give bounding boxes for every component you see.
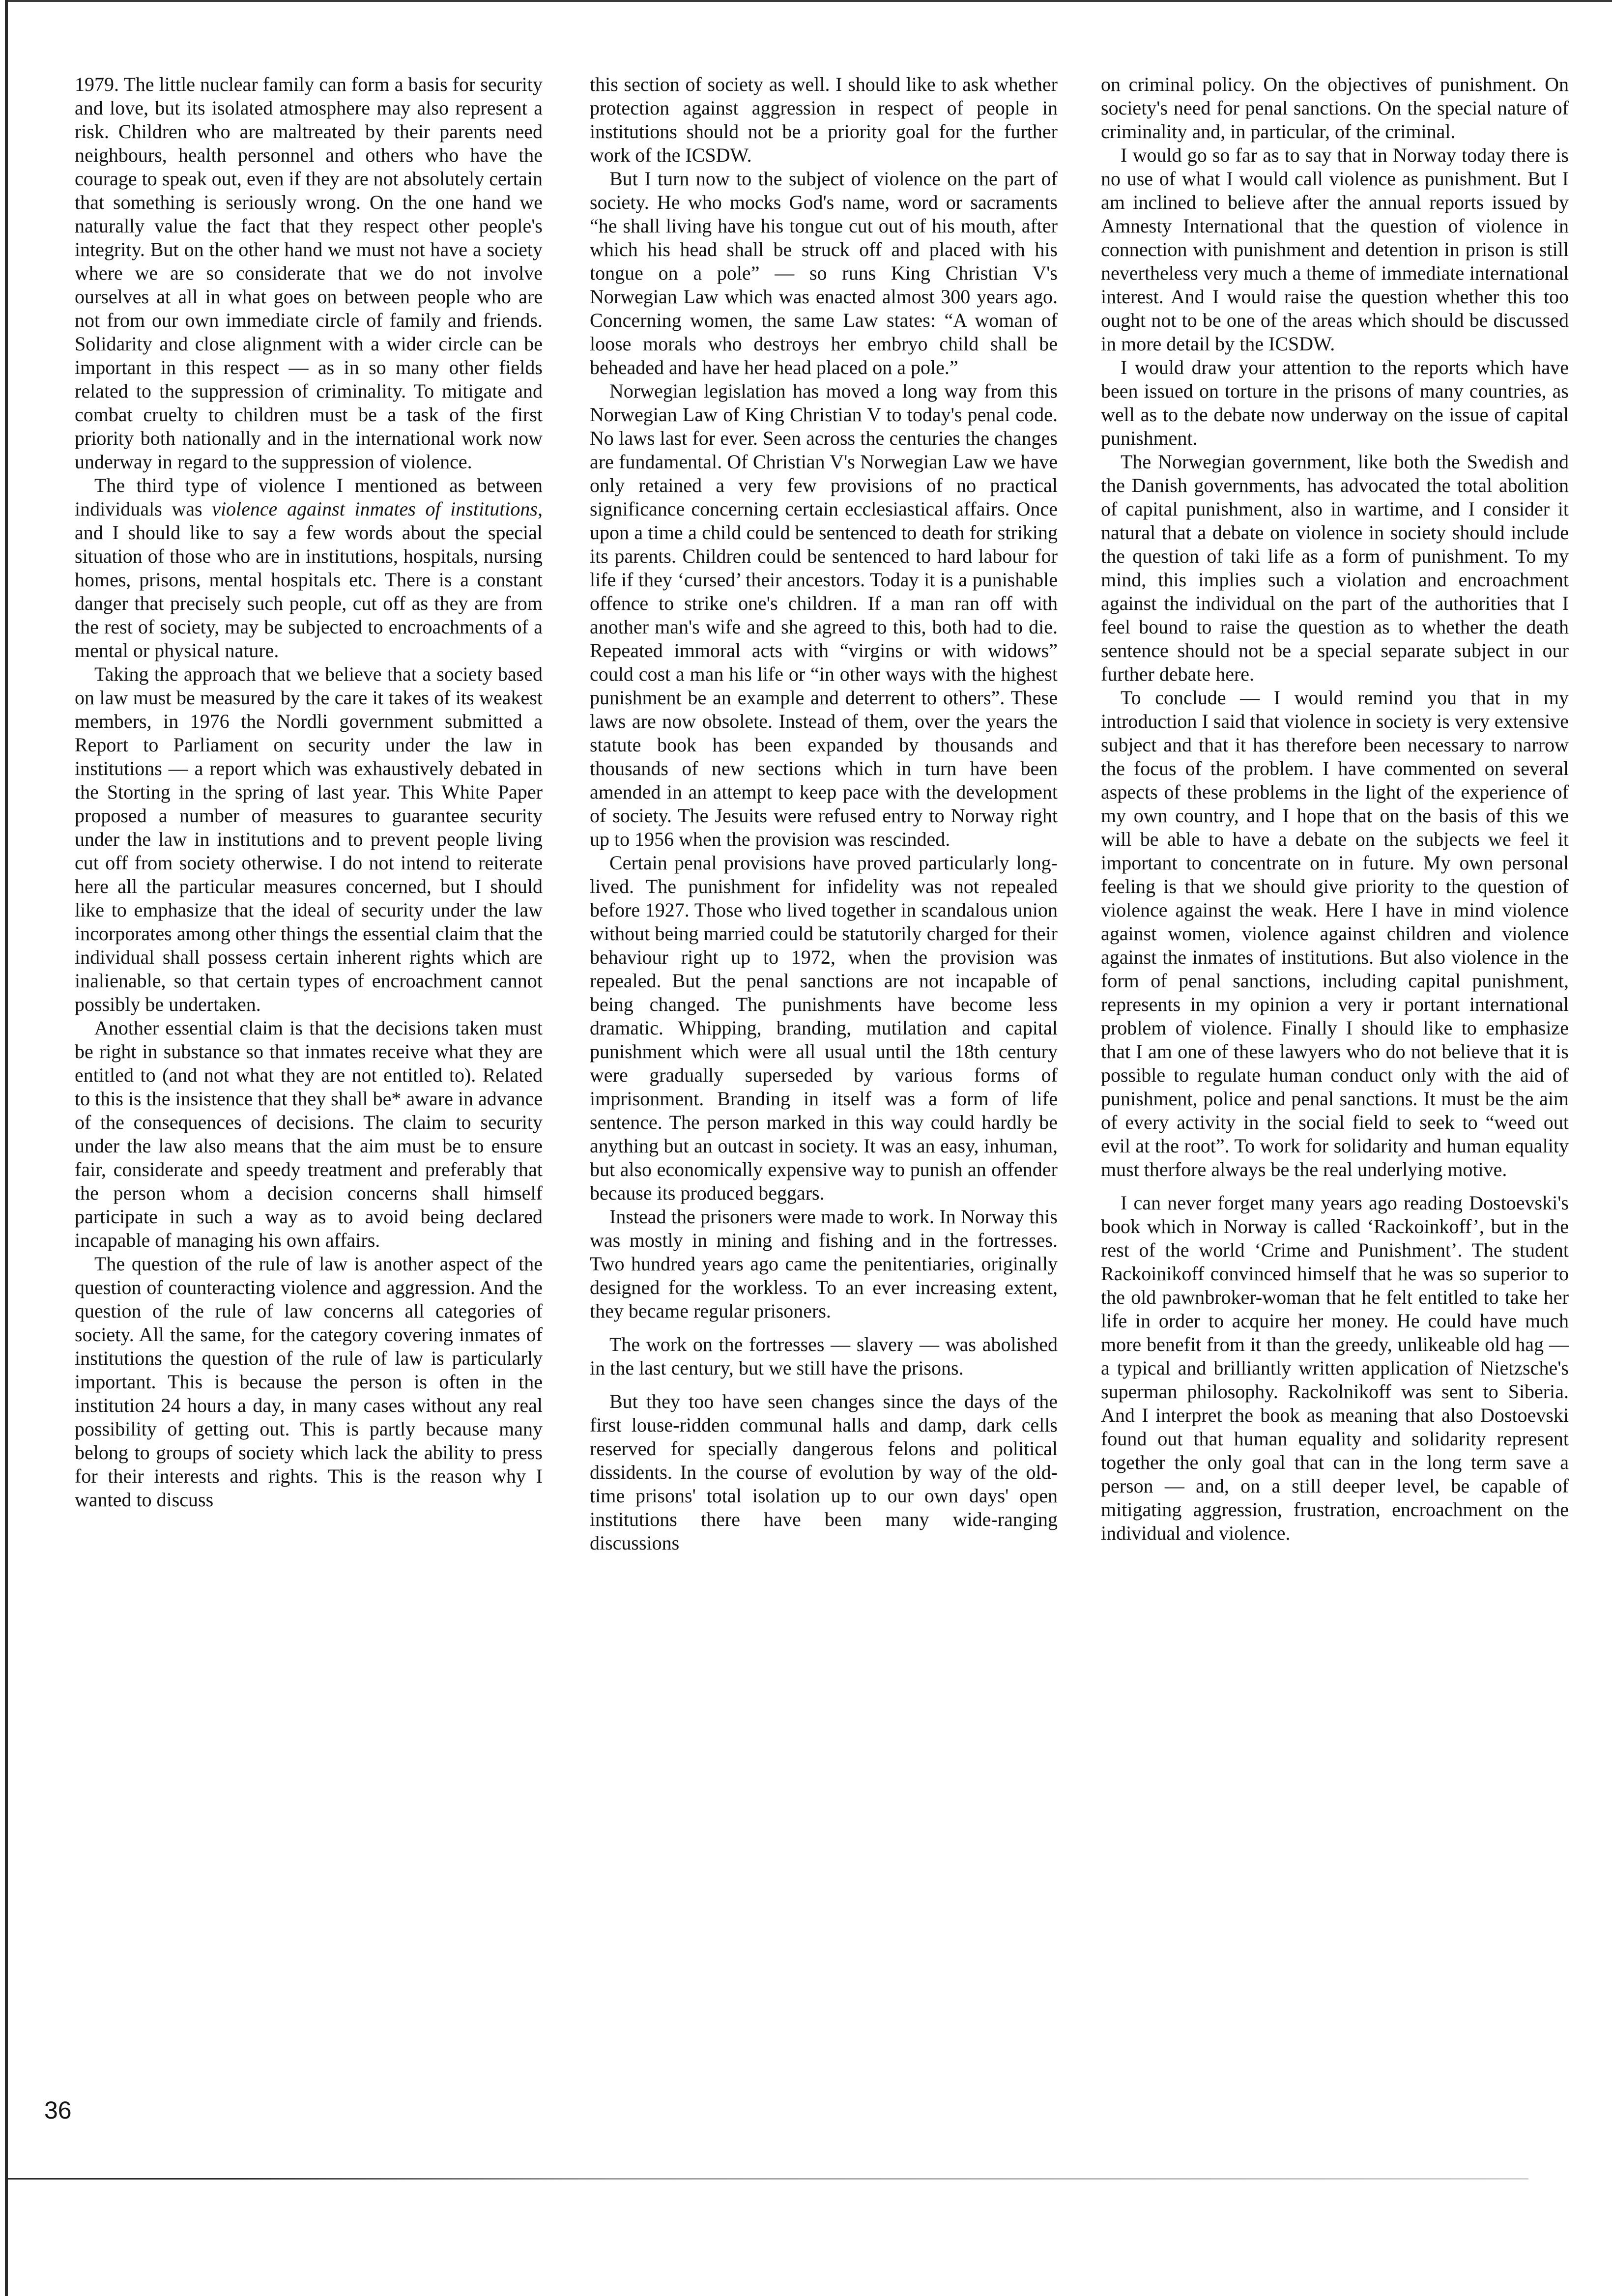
paragraph: Instead the prisoners were made to work. In Norway this was mostly in mining and fishing and in the fortresses. Two hundred years ago came the penitentiaries, originally designed for the workless. To an ever increasing extent, they became regular prisoners. (590, 1205, 1058, 1322)
paragraph-text: , and I should like to say a few words about the special situation of those who are in institutions, hospitals, nursing homes, prisons, mental hospitals etc. There is a constant danger that precisely such people, cut off as they are from the rest of society, may be subjected to encroachments of a mental or physical nature. (75, 498, 543, 661)
footer-rule (5, 2178, 1528, 2180)
paragraph: Norwegian legislation has moved a long way from this Norwegian Law of King Christian V to today's penal code. No laws last for ever. Seen across the centuries the changes are fundamental. Of Christian V's Norwegian Law we have only retained a very few provisions of no practical significance concerning certain ecclesiastical affairs. Once upon a time a child could be sentenced to death for striking its parents. Children could be sentenced to hard labour for life if they ‘cursed’ their ancestors. Today it is a punishable offence to strike one's children. If a man ran off with another man's wife and she agreed to this, both had to die. Repeated immoral acts with “virgins or with widows” could cost a man his life or “in other ways with the highest punishment be an example and deterrent to others”. These laws are now obsolete. Instead of them, over the years the statute book has been expanded by thousands and thousands of new sections which in turn have been amended in an attempt to keep pace with the development of society. The Jesuits were refused entry to Norway right up to 1956 when the provision was rescinded. (590, 380, 1058, 850)
paragraph: But they too have seen changes since the days of the first louse-ridden communal halls and damp, dark cells reserved for specially dangerous felons and political dissidents. In the course of evolution by way of the old-time prisons' total isolation up to our own days' open institutions there have been many wide-ranging discussions (590, 1390, 1058, 1554)
page-number: 36 (44, 2096, 72, 2124)
article-body (75, 73, 1569, 2068)
paragraph: Another essential claim is that the decisions taken must be right in substance so that inmates receive what they are entitled to (and not what they are not entitled to). Related to this is the insistence that they shall be* aware in advance of the consequences of decisions. The claim to security under the law also means that the aim must be to ensure fair, considerate and speedy treatment and preferably that the person whom a decision concerns shall himself participate in such a way as to avoid being declared incapable of managing his own affairs. (75, 1017, 543, 1251)
paragraph: The Norwegian government, like both the Swedish and the Danish governments, has advocated the total abolition of capital punishment, also in wartime, and I consider it natural that a debate on violence in society should include the question of taki life as a form of punishment. To my mind, this implies such a violation and encroachment against the individual on the part of the authorities that I feel bound to raise the question as to whether the death sentence should not be a special separate subject in our further debate here. (1101, 451, 1569, 685)
paragraph: The work on the fortresses — slavery — was abolished in the last century, but we still have the prisons. (590, 1333, 1058, 1379)
paragraph: Taking the approach that we believe that a society based on law must be measured by the care it takes of its weakest members, in 1976 the Nordli government submitted a Report to Parliament on security under the law in institutions — a report which was exhaustively debated in the Storting in the spring of last year. This White Paper proposed a number of measures to guarantee security under the law in institutions and to prevent people living cut off from society otherwise. I do not intend to reiterate here all the particular measures concerned, but I should like to emphasize that the ideal of security under the law incorporates among other things the essential claim that the individual shall possess certain inherent rights which are inalienable, so that certain types of encroachment cannot possibly be undertaken. (75, 663, 543, 1015)
paragraph: I can never forget many years ago reading Dostoevski's book which in Norway is called ‘Rackoinkoff’, but in the rest of the world ‘Crime and Punishment’. The student Rackoinikoff convinced himself that he was so superior to the old pawnbroker-woman that he felt entitled to take her life in order to acquire her money. He could have much more benefit from it than the greedy, unlikeable old hag — a typical and brilliantly written application of Nietzsche's superman philosophy. Rackolnikoff was sent to Siberia. And I interpret the book as meaning that also Dostoevski found out that human equality and solidarity represent together the only goal that can in the long term save a person — and, on a still deeper level, be capable of mitigating aggression, frustration, encroachment on the individual and violence. (1101, 1192, 1569, 1544)
paragraph-text: The third type of violence I mentioned as between individuals was (75, 474, 543, 520)
paragraph: on criminal policy. On the objectives of punishment. On society's need for penal sanctions. On the special nature of criminality and, in particular, of the criminal. (1101, 73, 1569, 143)
paragraph: The question of the rule of law is another aspect of the question of counteracting violence and aggression. And the question of the rule of law concerns all categories of society. All the same, for the category covering inmates of institutions the question of the rule of law is particularly important. This is because the person is often in the institution 24 hours a day, in many cases without any real possibility of getting out. This is partly because many belong to groups of society which lack the ability to press for their interests and rights. This is the reason why I wanted to discuss (75, 1253, 543, 1511)
paragraph (75, 474, 543, 662)
paragraph: 1979. The little nuclear family can form a basis for security and love, but its isolated atmosphere may also represent a risk. Children who are maltreated by their parents need neighbours, health personnel and others who have the courage to speak out, even if they are not absolutely certain that something is seriously wrong. On the one hand we naturally value the fact that they respect other people's integrity. But on the other hand we must not have a society where we are so considerate that we do not involve ourselves at all in what goes on between people who are not from our own immediate circle of family and friends. Solidarity and close alignment with a wider circle can be important in this respect — as in so many other fields related to the suppression of criminality. To mitigate and combat cruelty to children must be a task of the first priority both nationally and in the international work now underway in regard to the suppression of violence. (75, 73, 543, 473)
paragraph-emphasis: violence against inmates of institutions (212, 498, 538, 520)
paragraph: Certain penal provisions have proved particularly long-lived. The punishment for infidelity was not repealed before 1927. Those who lived together in scandalous union without being married could be statutorily charged for their behaviour right up to 1972, when the provision was repealed. But the penal sanctions are not incapable of being changed. The punishments have become less dramatic. Whipping, branding, mutilation and capital punishment which were all usual until the 18th century were gradually superseded by various forms of imprisonment. Branding in itself was a form of life sentence. The person marked in this way could hardly be anything but an outcast in society. It was an easy, inhuman, but also economically expensive way to punish an offender because its produced beggars. (590, 852, 1058, 1204)
paragraph: I would go so far as to say that in Norway today there is no use of what I would call violence as punishment. But I am inclined to believe after the annual reports issued by Amnesty International that the question of violence in connection with punishment and detention in prison is still nevertheless very much a theme of immediate international interest. And I would raise the question whether this too ought not to be one of the areas which should be discussed in more detail by the ICSDW. (1101, 144, 1569, 355)
paragraph: To conclude — I would remind you that in my introduction I said that violence in society is very extensive subject and that it has therefore been necessary to narrow the focus of the problem. I have commented on several aspects of these problems in the light of the experience of my own country, and I hope that on the basis of this we will be able to have a debate on the subjects we feel it important to concentrate on in future. My own personal feeling is that we should give priority to the question of violence against the weak. Here I have in mind violence against women, violence against children and violence against the inmates of institutions. But also violence in the form of penal sanctions, including capital punishment, represents in my opinion a very ir portant international problem of violence. Finally I should like to emphasize that I am one of these lawyers who do not believe that it is possible to regulate human conduct only with the aid of punishment, police and penal sanctions. It must be the aim of every activity in the social field to seek to “weed out evil at the root”. To work for solidarity and human equality must therfore always be the real underlying motive. (1101, 687, 1569, 1180)
text-column-3 (1101, 73, 1569, 2068)
page-left-border (5, 0, 8, 2296)
paragraph: this section of society as well. I should like to ask whether protection against aggression in respect of people in institutions should not be a priority goal for the further work of the ICSDW. (590, 73, 1058, 166)
paragraph: But I turn now to the subject of violence on the part of society. He who mocks God's name, word or sacraments “he shall living have his tongue cut out of his mouth, after which his head shall be struck off and placed with his tongue on a pole” — so runs King Christian V's Norwegian Law which was enacted almost 300 years ago. Concerning women, the same Law states: “A woman of loose morals who destroys her embryo child shall be beheaded and have her head placed on a pole.” (590, 168, 1058, 378)
paragraph: I would draw your attention to the reports which have been issued on torture in the prisons of many countries, as well as to the debate now underway on the issue of capital punishment. (1101, 356, 1569, 449)
page-top-border (5, 0, 1612, 2)
text-column-2 (590, 73, 1058, 2068)
text-column-1 (75, 73, 543, 2068)
